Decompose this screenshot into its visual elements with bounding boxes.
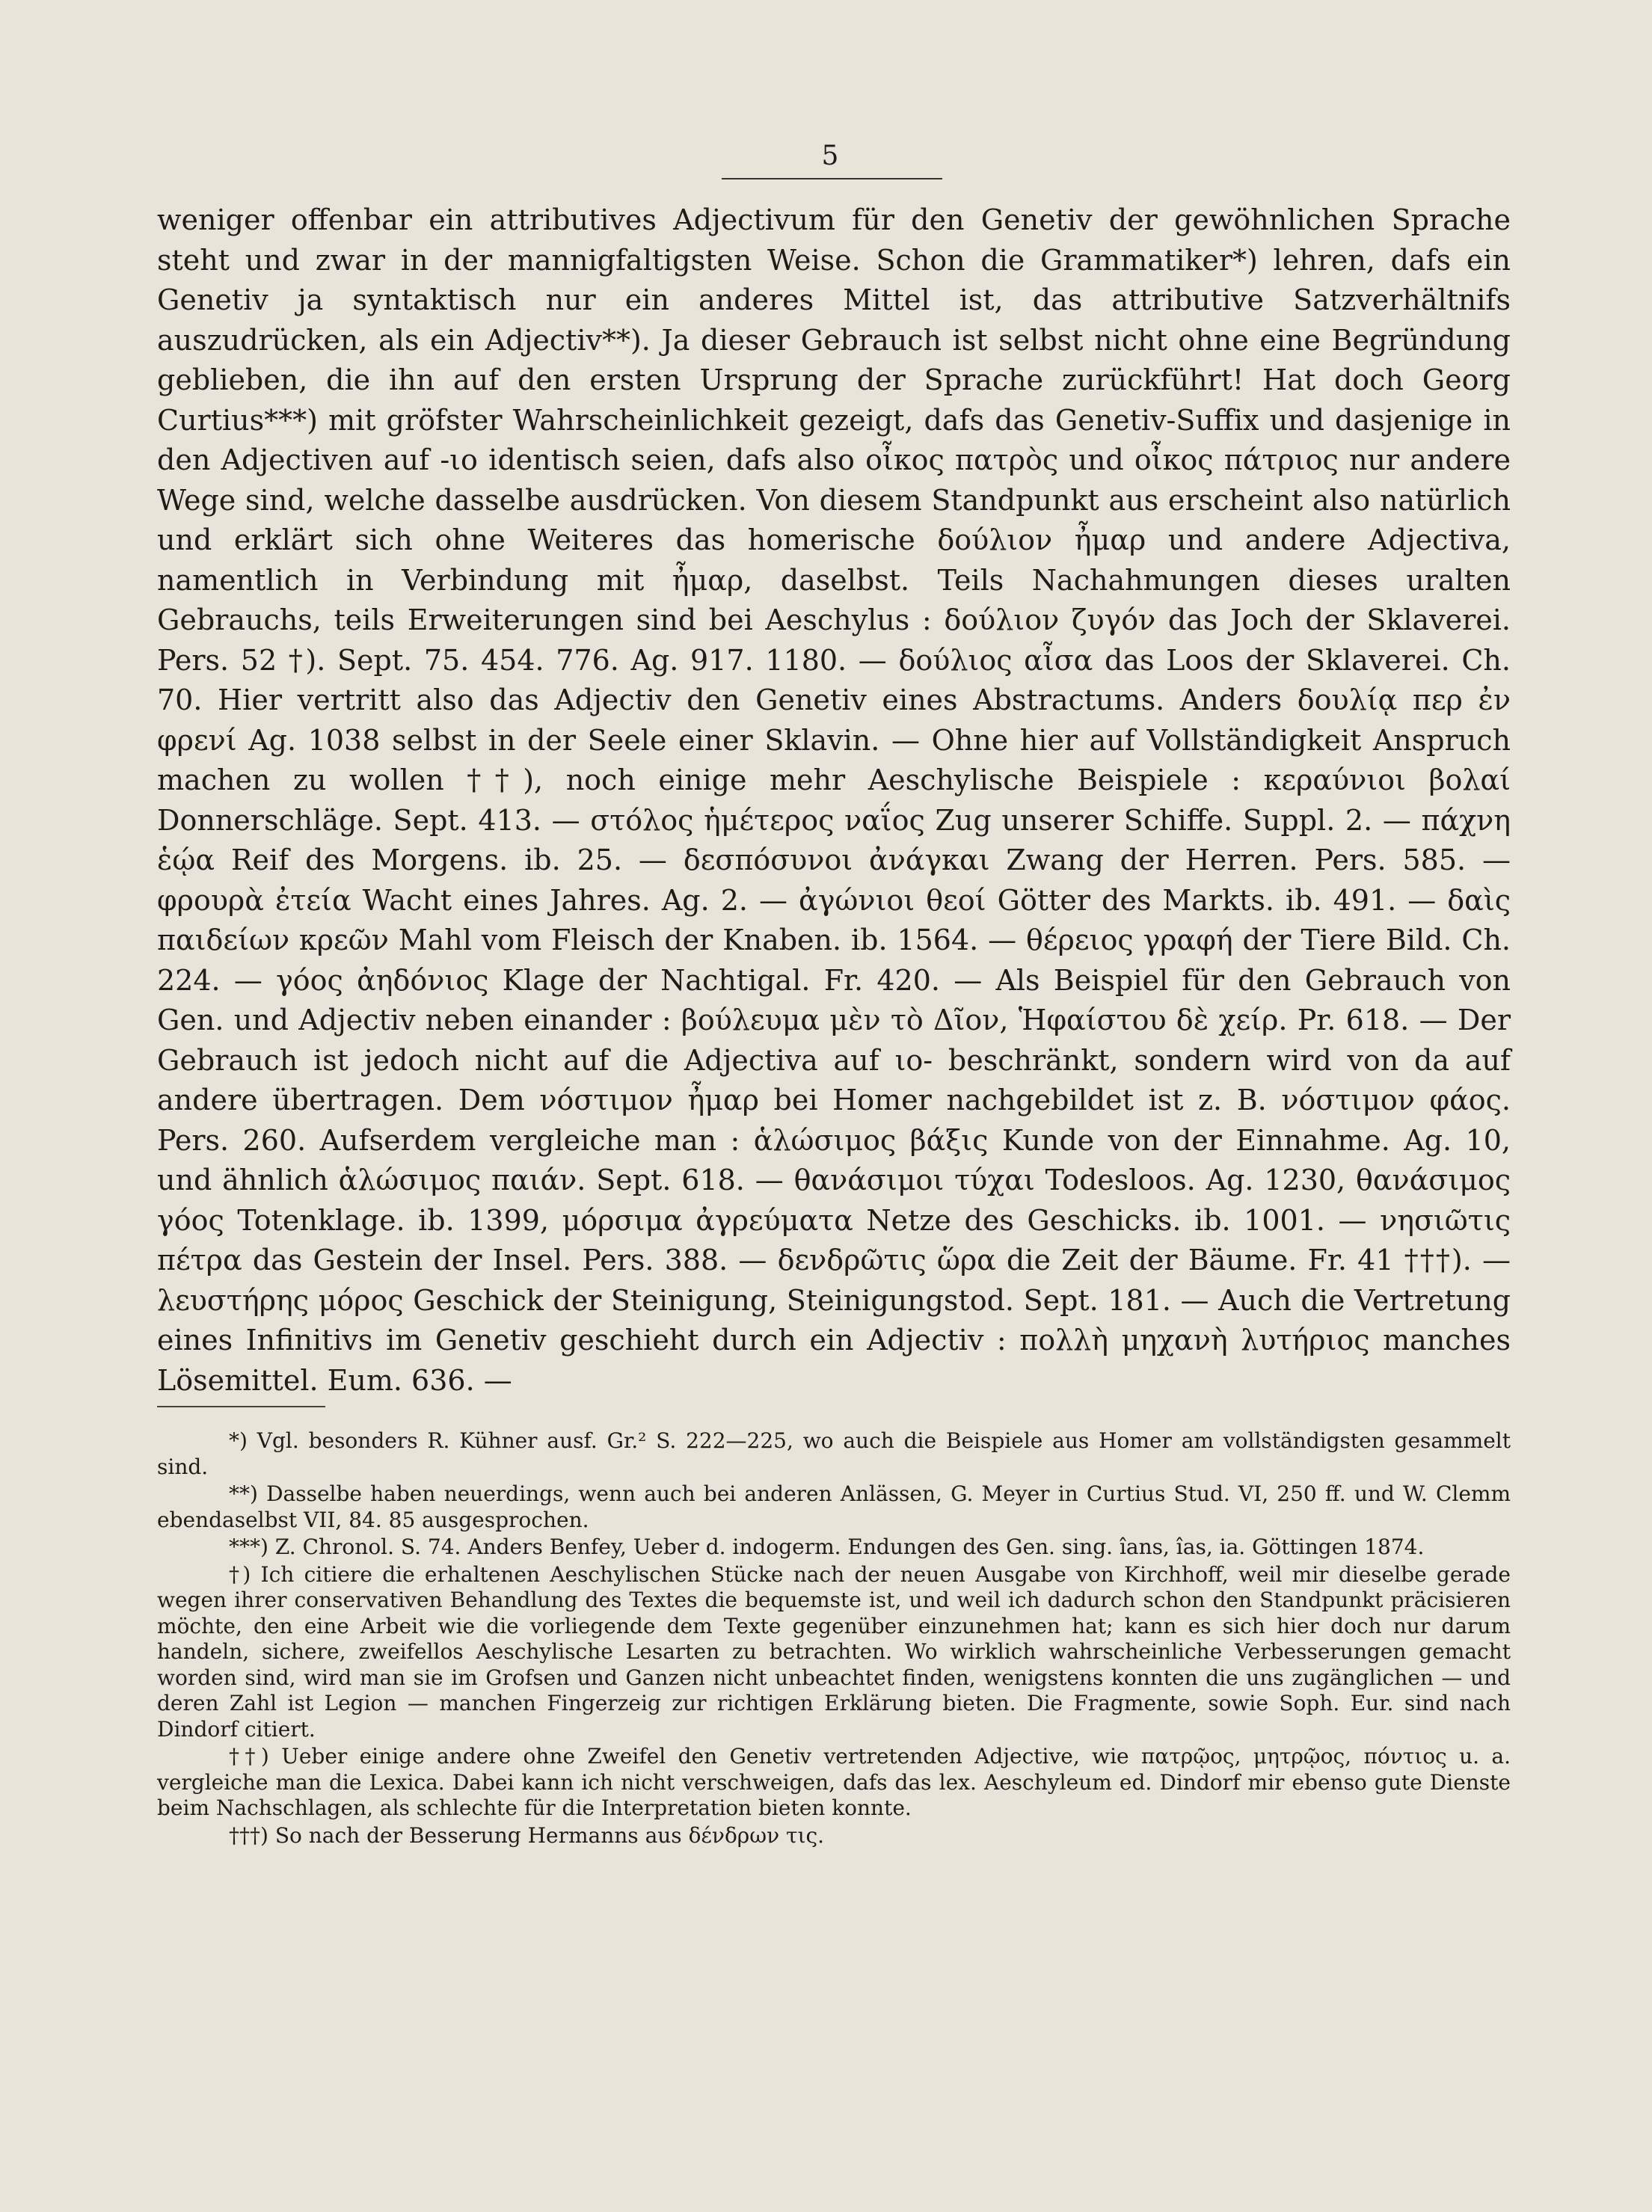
- footnote-separator: [157, 1406, 325, 1407]
- page-number: 5: [821, 141, 839, 171]
- footnote-3: ***) Z. Chronol. S. 74. Anders Benfey, Ueber d. indogerm. Endungen des Gen. sing. îans, îas, ia. Göttingen 1874.: [229, 1534, 1425, 1559]
- footnote-1: *) Vgl. besonders R. Kühner ausf. Gr.² S. 222—225, wo auch die Beispiele aus Homer am vollständigsten gesammelt sind.: [157, 1428, 1511, 1479]
- footnote-5: ††) Ueber einige andere ohne Zweifel den Genetiv vertretenden Adjective, wie πατρῷος, μητρῷος, πόντιος u. a. vergleiche man die Lexica. Dabei kann ich nicht verschweigen, dafs das lex. Aeschyleum ed. Dindorf mir ebenso gute Dienste beim Nachschlagen, als schlechte für die Interpretation bieten konnte.: [157, 1744, 1511, 1820]
- footnotes: [157, 1428, 1511, 1850]
- header-rule: [722, 178, 942, 179]
- main-text: [157, 200, 1511, 1401]
- body-paragraph: weniger offenbar ein attributives Adjectivum für den Genetiv der gewöhnlichen Sprache steht und zwar in der mannigfaltigsten Weise. Schon die Grammatiker*) lehren, dafs ein Genetiv ja syntaktisch nur ein anderes Mittel ist, das attributive Satzverhältnifs auszudrücken, als ein Adjectiv**). Ja dieser Gebrauch ist selbst nicht ohne eine Begründung geblieben, die ihn auf den ersten Ursprung der Sprache zurückführt! Hat doch Georg Curtius***) mit gröfster Wahrscheinlichkeit gezeigt, dafs das Genetiv-Suffix und dasjenige in den Adjectiven auf -ιο identisch seien, dafs also οἶκος πατρὸς und οἶκος πάτριος nur andere Wege sind, welche dasselbe ausdrücken. Von diesem Standpunkt aus erscheint also natürlich und erklärt sich ohne Weiteres das homerische δούλιον ἦμαρ und andere Adjectiva, namentlich in Verbindung mit ἦμαρ, daselbst. Teils Nachahmungen dieses uralten Gebrauchs, teils Erweiterungen sind bei Aeschylus : δούλιον ζυγόν das Joch der Sklaverei. Pers. 52 †). Sept. 75. 454. 776. Ag. 917. 1180. — δούλιος αἶσα das Loos der Sklaverei. Ch. 70. Hier vertritt also das Adjectiv den Genetiv eines Abstractums. Anders δουλίᾳ περ ἐν φρενί Ag. 1038 selbst in der Seele einer Sklavin. — Ohne hier auf Vollständigkeit Anspruch machen zu wollen ††), noch einige mehr Aeschylische Beispiele : κεραύνιοι βολαί Donnerschläge. Sept. 413. — στόλος ἡμέτερος ναΐος Zug unserer Schiffe. Suppl. 2. — πάχνη ἑῴα Reif des Morgens. ib. 25. — δεσπόσυνοι ἀνάγκαι Zwang der Herren. Pers. 585. — φρουρὰ ἐτεία Wacht eines Jahres. Ag. 2. — ἀγώνιοι θεοί Götter des Markts. ib. 491. — δαὶς παιδείων κρεῶν Mahl vom Fleisch der Knaben. ib. 1564. — θέρειος γραφή der Tiere Bild. Ch. 224. — γόος ἀηδόνιος Klage der Nachtigal. Fr. 420. — Als Beispiel für den Gebrauch von Gen. und Adjectiv neben einander : βούλευμα μὲν τὸ Δῖον, Ἡφαίστου δὲ χείρ. Pr. 618. — Der Gebrauch ist jedoch nicht auf die Adjectiva auf ιο- beschränkt, sondern wird von da auf andere übertragen. Dem νόστιμον ἦμαρ bei Homer nachgebildet ist z. B. νόστιμον φάος. Pers. 260. Aufserdem vergleiche man : ἁλώσιμος βάξις Kunde von der Einnahme. Ag. 10, und ähnlich ἁλώσιμος παιάν. Sept. 618. — θανάσιμοι τύχαι Todesloos. Ag. 1230, θανάσιμος γόος Totenklage. ib. 1399, μόρσιμα ἀγρεύματα Netze des Geschicks. ib. 1001. — νησιῶτις πέτρα das Gestein der Insel. Pers. 388. — δενδρῶτις ὥρα die Zeit der Bäume. Fr. 41 †††). — λευστήρης μόρος Geschick der Steinigung, Steinigungstod. Sept. 181. — Auch die Vertretung eines Infinitivs im Genetiv geschieht durch ein Adjectiv : πολλὴ μηχανὴ λυτήριος manches Lösemittel. Eum. 636. —: [157, 203, 1511, 1397]
- footnote-6: †††) So nach der Besserung Hermanns aus δένδρων τις.: [229, 1822, 825, 1848]
- footnote-2: **) Dasselbe haben neuerdings, wenn auch bei anderen Anlässen, G. Meyer in Curtius Stud. VI, 250 ff. und W. Clemm ebendaselbst VII, 84. 85 ausgesprochen.: [157, 1481, 1511, 1532]
- footnote-4: †) Ich citiere die erhaltenen Aeschylischen Stücke nach der neuen Ausgabe von Kirchhoff, weil mir dieselbe gerade wegen ihrer conservativen Behandlung des Textes die bequemste ist, und weil ich dadurch schon den Standpunkt präcisieren möchte, den eine Arbeit wie die vorliegende dem Texte gegenüber einzunehmen hat; kann es sich hier doch nur darum handeln, sichere, zweifellos Aeschylische Lesarten zu betrachten. Wo wirklich wahrscheinliche Verbesserungen gemacht worden sind, wird man sie im Grofsen und Ganzen nicht unbeachtet finden, wenigstens konnten die uns zugänglichen — und deren Zahl ist Legion — manchen Fingerzeig zur richtigen Erklärung bieten. Die Fragmente, sowie Soph. Eur. sind nach Dindorf citiert.: [157, 1561, 1511, 1742]
